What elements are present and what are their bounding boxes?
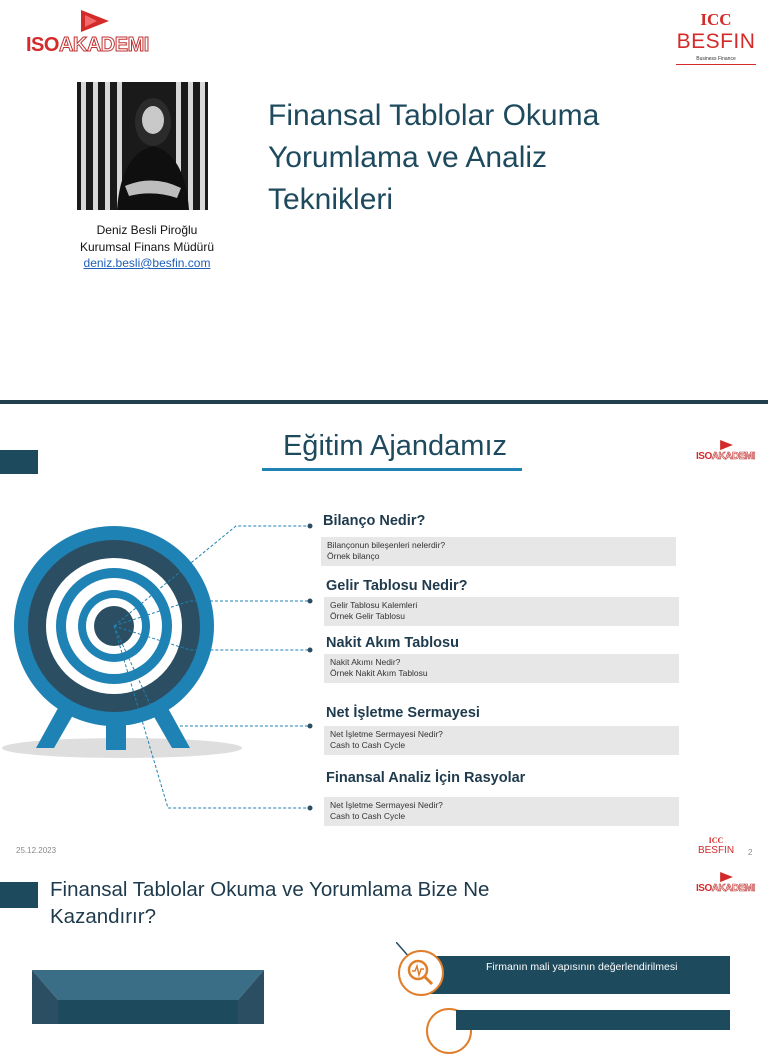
title-line: Yorumlama ve Analiz — [268, 141, 548, 174]
detail-line: Örnek bilanço — [327, 551, 380, 561]
logo-iso-text: ISO — [696, 883, 712, 894]
page-number: 2 — [748, 848, 753, 857]
besfin-logo — [676, 10, 756, 74]
detail-line: Net İşletme Sermayesi Nedir? — [330, 800, 443, 810]
detail-line: Gelir Tablosu Kalemleri — [330, 600, 418, 610]
agenda-item-details — [324, 597, 679, 626]
title-underline — [262, 468, 522, 471]
agenda-item-heading: Finansal Analiz İçin Rasyolar — [326, 770, 526, 786]
agenda-item-details — [324, 654, 679, 683]
besfin-logo — [696, 836, 736, 856]
detail-line: Bilançonun bileşenleri nelerdir? — [327, 540, 446, 550]
play-logo-icon — [720, 440, 734, 451]
benefit-bar: Firmanın mali yapısının değerlendirilmesi — [430, 956, 730, 994]
detail-line: Örnek Gelir Tablosu — [330, 611, 405, 621]
agenda-item-details — [324, 726, 679, 755]
slide-3-title — [50, 876, 570, 930]
besfin-tagline: Business Finance — [676, 56, 756, 65]
detail-line: Nakit Akımı Nedir? — [330, 657, 401, 667]
presenter-name: Deniz Besli Piroğlu — [96, 223, 198, 237]
detail-line: Cash to Cash Cycle — [330, 811, 406, 821]
agenda-item-heading: Gelir Tablosu Nedir? — [326, 578, 468, 594]
agenda-title: Eğitim Ajandamız — [282, 430, 508, 462]
iso-akademi-logo — [696, 440, 762, 466]
slide-date: 25.12.2023 — [16, 846, 57, 855]
logo-akademi-text: AKADEMI — [711, 883, 755, 894]
iso-akademi-logo — [696, 872, 762, 898]
logo-iso-text: ISO — [696, 451, 712, 462]
title-line: Teknikleri — [268, 183, 394, 216]
presenter-photo — [77, 82, 208, 210]
title-line: Finansal Tablolar Okuma ve Yorumlama Bize Ne — [50, 878, 490, 901]
logo-akademi-text: AKADEMI — [711, 451, 755, 462]
title-line: Kazandırır? — [50, 905, 156, 928]
play-logo-icon — [720, 872, 734, 883]
agenda-item-heading: Net İşletme Sermayesi — [326, 705, 480, 721]
detail-line: Cash to Cash Cycle — [330, 740, 406, 750]
slide-divider — [0, 400, 768, 404]
agenda-item-details — [321, 537, 676, 566]
frame-graphic — [32, 970, 264, 1024]
icc-text: ICC — [700, 10, 732, 29]
target-graphic — [0, 520, 330, 820]
logo-akademi-text: AKADEMI — [58, 34, 149, 56]
iso-akademi-logo — [26, 10, 171, 60]
icc-text: ICC — [708, 836, 724, 845]
detail-line: Net İşletme Sermayesi Nedir? — [330, 729, 443, 739]
presenter-caption — [60, 222, 234, 272]
slide-accent-tab — [0, 450, 38, 474]
besfin-text: BESFIN — [676, 30, 756, 53]
agenda-item-heading: Bilanço Nedir? — [323, 513, 426, 529]
presenter-role: Kurumsal Finans Müdürü — [79, 239, 215, 254]
agenda-item-heading: Nakit Akım Tablosu — [326, 635, 459, 651]
benefit-bar — [456, 1010, 730, 1030]
agenda-item-details — [324, 797, 679, 826]
slide-accent-tab — [0, 882, 38, 908]
presenter-email-link[interactable]: deniz.besli@besfin.com — [83, 256, 211, 270]
title-line: Finansal Tablolar Okuma — [268, 99, 600, 132]
logo-iso-text: ISO — [26, 34, 59, 56]
slide-1-title — [268, 95, 728, 221]
analysis-magnifier-icon — [398, 950, 444, 996]
play-logo-icon — [81, 10, 111, 34]
besfin-text: BESFIN — [697, 845, 735, 856]
detail-line: Örnek Nakit Akım Tablosu — [330, 668, 428, 678]
